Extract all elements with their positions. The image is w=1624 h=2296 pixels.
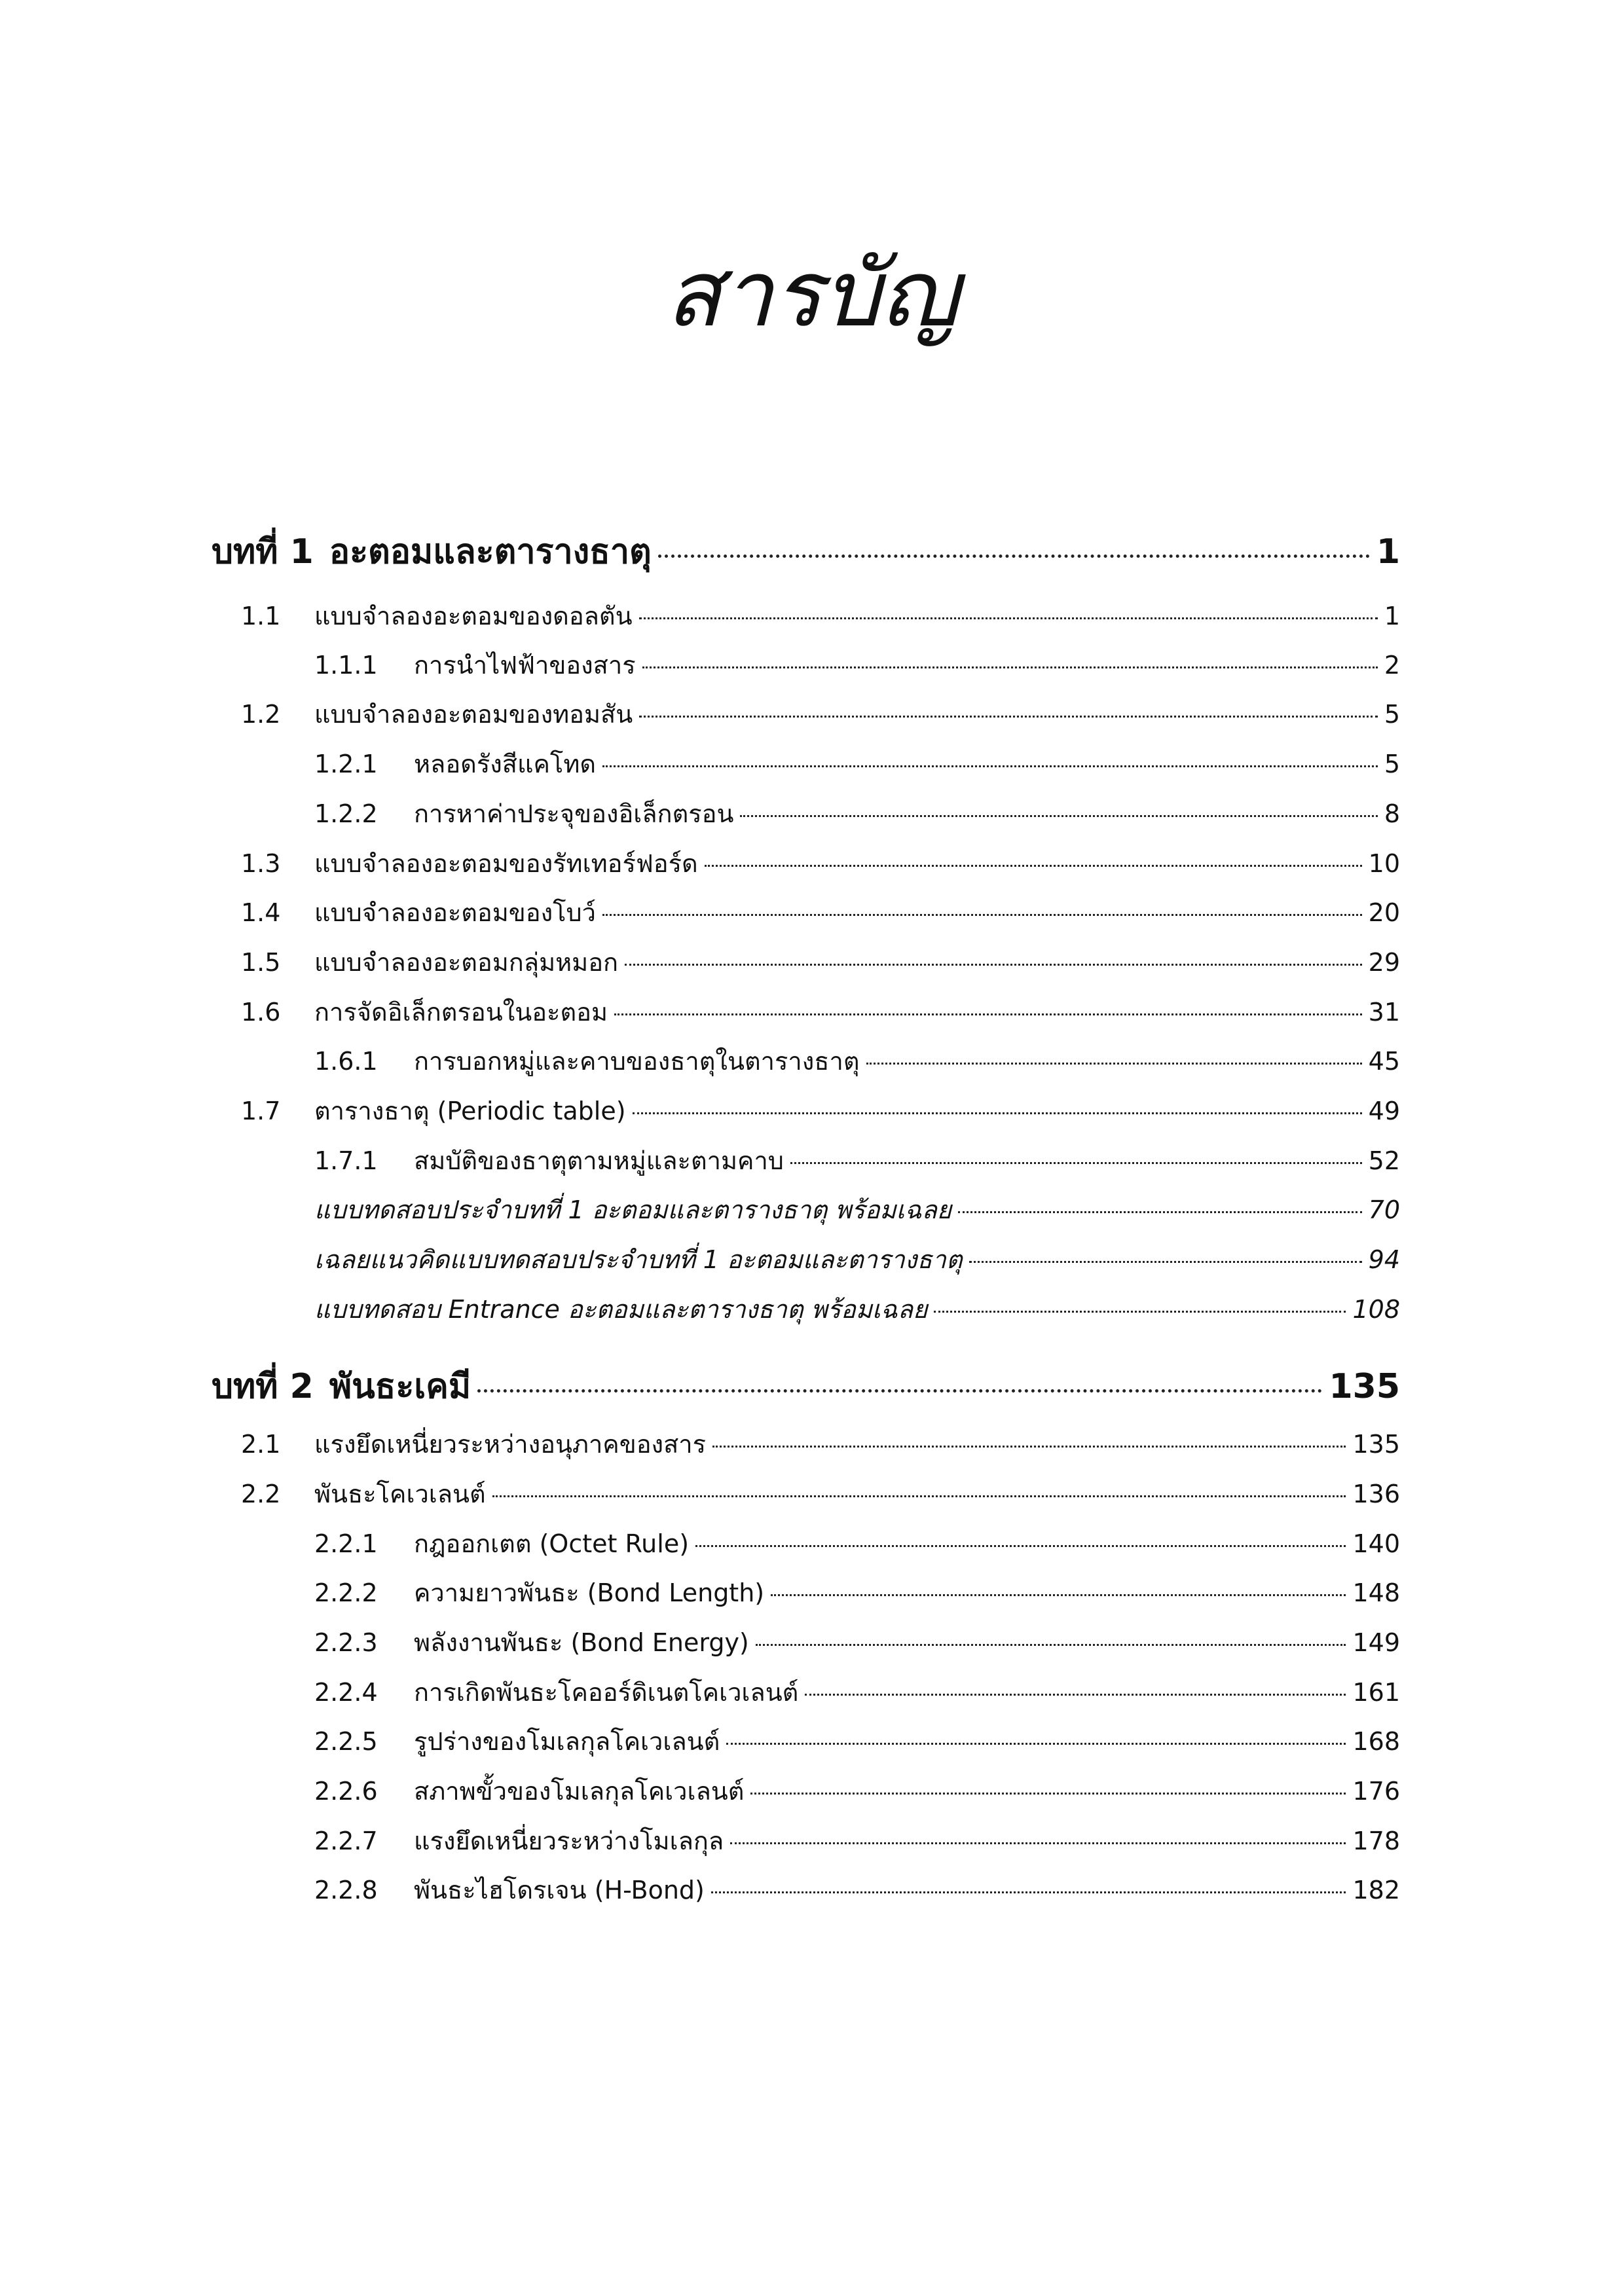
entry-title: แบบจำลองอะตอมของรัทเทอร์ฟอร์ด xyxy=(314,849,698,878)
page-number: 136 xyxy=(1352,1480,1400,1508)
entry-number: 1.2 xyxy=(241,700,281,729)
page-number: 182 xyxy=(1352,1876,1400,1904)
page-number: 10 xyxy=(1368,849,1400,878)
dot-leader xyxy=(602,765,1378,767)
entry-number: 1.7 xyxy=(241,1097,281,1125)
page-number: 1 xyxy=(1384,602,1400,630)
page-number: 108 xyxy=(1352,1295,1400,1324)
page-number: 31 xyxy=(1368,998,1400,1027)
dot-leader xyxy=(614,1013,1362,1015)
entry-title: พลังงานพันธะ (Bond Energy) xyxy=(414,1628,749,1657)
entry-number: 1.2.2 xyxy=(314,799,378,828)
page-number: 45 xyxy=(1368,1047,1400,1076)
entry-title: การหาค่าประจุของอิเล็กตรอน xyxy=(414,799,734,828)
dot-leader xyxy=(492,1495,1346,1497)
toc-entry xyxy=(314,1140,1400,1177)
entry-title: แบบจำลองอะตอมของทอมสัน xyxy=(314,700,633,729)
dot-leader xyxy=(477,1389,1322,1393)
entry-title: แบบจำลองอะตอมของดอลตัน xyxy=(314,602,633,630)
toc-entry xyxy=(314,1523,1400,1560)
page-number: 49 xyxy=(1368,1097,1400,1125)
entry-number: 2.2.8 xyxy=(314,1876,378,1904)
entry-title: พันธะโคเวเลนต์ xyxy=(314,1480,486,1508)
entry-number: บทที่ 2 xyxy=(212,1367,314,1406)
entry-number: 1.1 xyxy=(241,602,281,630)
dot-leader xyxy=(625,964,1362,966)
entry-number: 2.1 xyxy=(241,1430,281,1459)
dot-leader xyxy=(771,1594,1346,1596)
entry-number: 2.2.4 xyxy=(314,1678,378,1707)
page-number: 140 xyxy=(1352,1529,1400,1558)
entry-title: อะตอมและตารางธาตุ xyxy=(329,532,652,572)
entry-number: 1.6 xyxy=(241,998,281,1027)
toc-chapter-entry xyxy=(212,1358,1400,1404)
entry-number: 1.2.1 xyxy=(314,750,378,778)
page-number: 20 xyxy=(1368,898,1400,927)
toc-entry xyxy=(314,1239,1400,1276)
entry-title: การจัดอิเล็กตรอนในอะตอม xyxy=(314,998,608,1027)
entry-title: แบบจำลองอะตอมกลุ่มหมอก xyxy=(314,948,619,977)
entry-title: สมบัติของธาตุตามหมู่และตามคาบ xyxy=(414,1146,784,1175)
entry-number: บทที่ 1 xyxy=(212,532,314,572)
page-number: 178 xyxy=(1352,1827,1400,1855)
entry-number: 1.7.1 xyxy=(314,1146,378,1175)
entry-number: 2.2 xyxy=(241,1480,281,1508)
entry-number: 2.2.1 xyxy=(314,1529,378,1558)
entry-title: ตารางธาตุ (Periodic table) xyxy=(314,1097,626,1125)
dot-leader xyxy=(740,815,1377,817)
dot-leader xyxy=(726,1743,1346,1745)
dot-leader xyxy=(866,1063,1362,1065)
toc-entry xyxy=(241,942,1400,979)
entry-number: 1.5 xyxy=(241,948,281,977)
dot-leader xyxy=(958,1211,1362,1213)
toc-entry xyxy=(314,1289,1400,1326)
page-number: 94 xyxy=(1368,1245,1400,1274)
page-number: 52 xyxy=(1368,1146,1400,1175)
toc-entry xyxy=(241,1424,1400,1461)
dot-leader xyxy=(695,1545,1346,1547)
dot-leader xyxy=(639,617,1378,619)
toc-entry xyxy=(314,744,1400,780)
page-number: 135 xyxy=(1352,1430,1400,1459)
dot-leader xyxy=(658,555,1370,558)
entry-number: 2.2.7 xyxy=(314,1827,378,1855)
entry-title: การนำไฟฟ้าของสาร xyxy=(414,651,636,680)
toc-entry xyxy=(314,1721,1400,1758)
toc-entry xyxy=(314,1041,1400,1078)
toc-entry xyxy=(314,1821,1400,1857)
dot-leader xyxy=(790,1162,1362,1164)
toc-entry xyxy=(241,1474,1400,1510)
toc-entry xyxy=(314,645,1400,682)
dot-leader xyxy=(805,1694,1346,1696)
entry-number: 2.2.6 xyxy=(314,1777,378,1806)
page-number: 8 xyxy=(1384,799,1400,828)
entry-title: แบบทดสอบ Entrance อะตอมและตารางธาตุ พร้อมเฉลย xyxy=(314,1295,928,1324)
dot-leader xyxy=(730,1842,1346,1844)
page-number: 176 xyxy=(1352,1777,1400,1806)
page-number: 149 xyxy=(1352,1628,1400,1657)
toc-entry xyxy=(241,596,1400,632)
page-number: 5 xyxy=(1384,700,1400,729)
page-number: 1 xyxy=(1376,532,1400,572)
dot-leader xyxy=(642,666,1378,668)
page-number: 135 xyxy=(1329,1367,1400,1406)
toc-entry xyxy=(241,843,1400,880)
toc-entry xyxy=(314,1573,1400,1609)
entry-title: แรงยึดเหนี่ยวระหว่างโมเลกุล xyxy=(414,1827,724,1855)
toc-entry xyxy=(241,694,1400,731)
toc-entry xyxy=(314,1870,1400,1906)
entry-number: 2.2.2 xyxy=(314,1578,378,1607)
entry-title: เฉลยแนวคิดแบบทดสอบประจำบทที่ 1 อะตอมและตารางธาตุ xyxy=(314,1245,963,1274)
page-number: 168 xyxy=(1352,1727,1400,1756)
page-number: 29 xyxy=(1368,948,1400,977)
dot-leader xyxy=(711,1891,1346,1893)
entry-number: 1.4 xyxy=(241,898,281,927)
entry-number: 2.2.3 xyxy=(314,1628,378,1657)
entry-title: การบอกหมู่และคาบของธาตุในตารางธาตุ xyxy=(414,1047,860,1076)
dot-leader xyxy=(602,914,1362,916)
entry-number: 1.1.1 xyxy=(314,651,378,680)
page-title: สารบัญ xyxy=(665,241,959,348)
page-number: 148 xyxy=(1352,1578,1400,1607)
dot-leader xyxy=(750,1793,1346,1795)
toc-entry xyxy=(314,793,1400,830)
entry-title: แบบจำลองอะตอมของโบว์ xyxy=(314,898,597,927)
toc-entry xyxy=(241,1091,1400,1127)
dot-leader xyxy=(712,1446,1346,1448)
dot-leader xyxy=(639,716,1378,718)
toc-entry xyxy=(241,992,1400,1029)
dot-leader xyxy=(705,865,1362,867)
entry-title: หลอดรังสีแคโทด xyxy=(414,750,597,778)
page-number: 2 xyxy=(1384,651,1400,680)
dot-leader xyxy=(969,1261,1362,1263)
toc-chapter-entry xyxy=(212,524,1400,570)
page-number: 161 xyxy=(1352,1678,1400,1707)
entry-title: พันธะเคมี xyxy=(329,1367,471,1406)
dot-leader xyxy=(756,1644,1346,1646)
toc-entry xyxy=(314,1672,1400,1709)
entry-title: ความยาวพันธะ (Bond Length) xyxy=(414,1578,765,1607)
toc-entry xyxy=(314,1190,1400,1226)
entry-title: พันธะไฮโดรเจน (H-Bond) xyxy=(414,1876,705,1904)
entry-title: สภาพขั้วของโมเลกุลโคเวเลนต์ xyxy=(414,1777,745,1806)
entry-number: 1.6.1 xyxy=(314,1047,378,1076)
page-number: 5 xyxy=(1384,750,1400,778)
page-number: 70 xyxy=(1368,1195,1400,1224)
entry-title: การเกิดพันธะโคออร์ดิเนตโคเวเลนต์ xyxy=(414,1678,799,1707)
toc-entry xyxy=(314,1622,1400,1659)
toc-entry xyxy=(314,1771,1400,1808)
entry-title: แรงยึดเหนี่ยวระหว่างอนุภาคของสาร xyxy=(314,1430,707,1459)
entry-title: กฎออกเตต (Octet Rule) xyxy=(414,1529,690,1558)
entry-title: แบบทดสอบประจำบทที่ 1 อะตอมและตารางธาตุ พร้อมเฉลย xyxy=(314,1195,952,1224)
entry-title: รูปร่างของโมเลกุลโคเวเลนต์ xyxy=(414,1727,720,1756)
entry-number: 1.3 xyxy=(241,849,281,878)
dot-leader xyxy=(633,1112,1362,1114)
entry-number: 2.2.5 xyxy=(314,1727,378,1756)
dot-leader xyxy=(934,1311,1346,1313)
toc-entry xyxy=(241,892,1400,929)
